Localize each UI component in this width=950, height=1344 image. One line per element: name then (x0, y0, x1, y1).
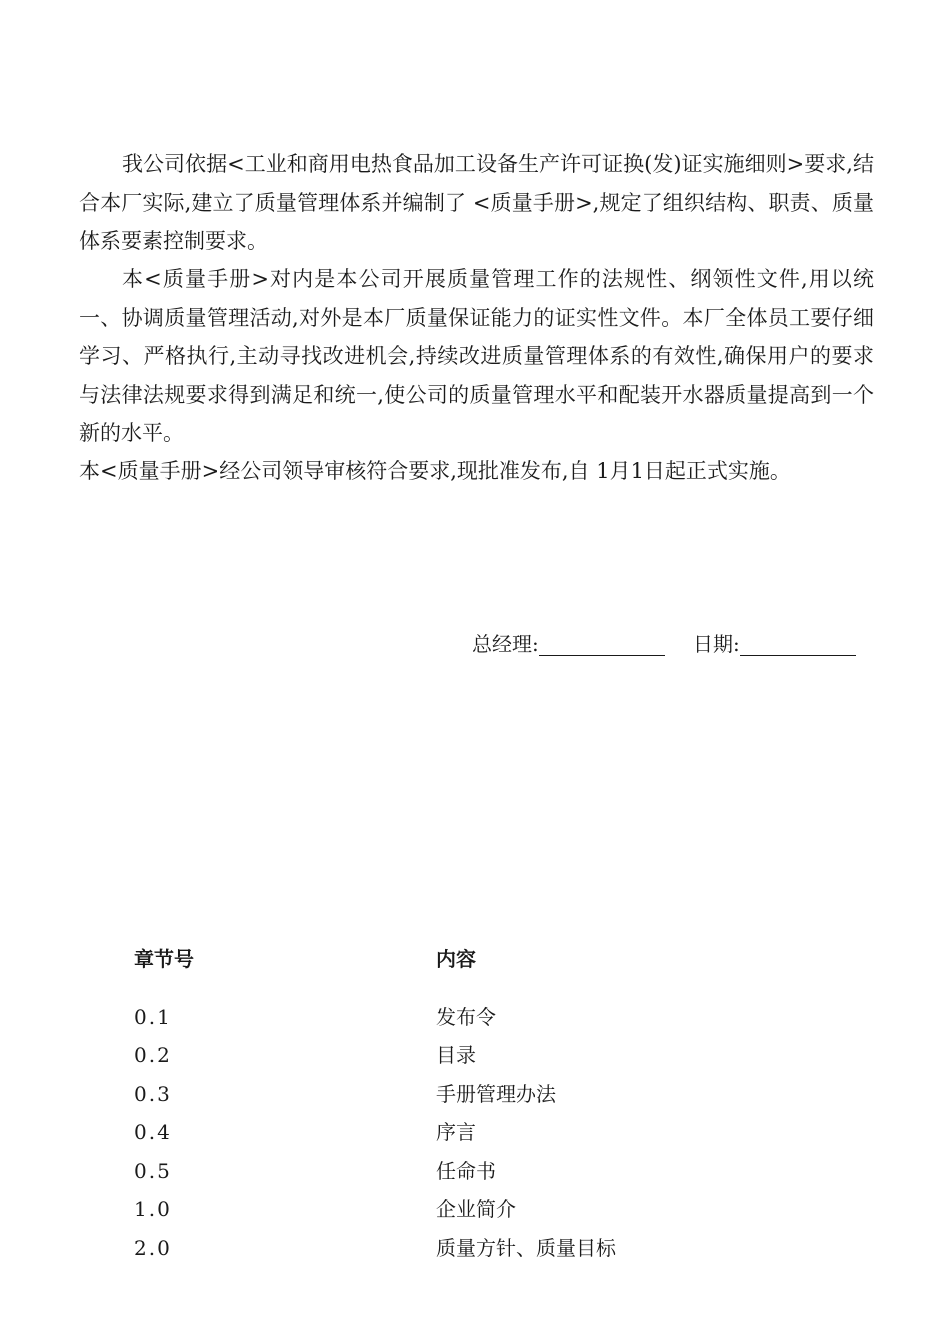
paragraph-approval: 本<质量手册>经公司领导审核符合要求,现批准发布,自 1月1日起正式实施。 (79, 459, 791, 483)
toc-row-content: 手册管理办法 (436, 1081, 556, 1106)
toc-row-number: 0.5 (134, 1158, 172, 1183)
toc-row (134, 1152, 834, 1191)
date-signature-line (740, 631, 856, 656)
toc-header-number: 章节号 (134, 947, 194, 971)
toc-row (134, 998, 834, 1037)
toc-row (134, 1229, 834, 1268)
signature-general-manager (472, 628, 665, 660)
toc-row-content: 序言 (436, 1120, 476, 1144)
toc-row-content: 企业简介 (436, 1197, 516, 1221)
paragraph-intro: 我公司依据<工业和商用电热食品加工设备生产许可证换(发)证实施细则>要求,结合本厂实际,建立了质量管理体系并编制了 <质量手册>,规定了组织结构、职责、质量体系要素控制要求。 (79, 152, 874, 253)
toc-row (134, 1036, 834, 1075)
toc-row (134, 1113, 834, 1152)
toc-row-number: 1.0 (134, 1197, 172, 1221)
toc-row-number: 0.1 (134, 1004, 172, 1029)
toc-row-content: 目录 (436, 1043, 476, 1067)
toc-row-number: 0.3 (134, 1081, 172, 1106)
general-manager-label: 总经理: (472, 632, 539, 656)
toc-header-content: 内容 (436, 947, 476, 971)
table-of-contents (134, 940, 834, 1267)
toc-row-content: 发布令 (436, 1004, 496, 1029)
paragraph-purpose: 本<质量手册>对内是本公司开展质量管理工作的法规性、纲领性文件,用以统一、协调质量管理活动,对外是本厂质量保证能力的证实性文件。本厂全体员工要仔细学习、严格执行,主动寻找改进机会,持续改进质量管理体系的有效性,确保用户的要求与法律法规要求得到满足和统一,使公司的质量管理水平和配装开水器质量提高到一个新的水平。 (79, 267, 874, 445)
signature-date (693, 628, 856, 660)
toc-row-number: 0.4 (134, 1120, 172, 1144)
toc-row (134, 1075, 834, 1114)
toc-row-content: 质量方针、质量目标 (436, 1235, 616, 1260)
date-label: 日期: (693, 632, 740, 656)
toc-header (134, 940, 834, 979)
general-manager-signature-line (539, 631, 665, 656)
toc-row-number: 2.0 (134, 1235, 172, 1260)
toc-row-number: 0.2 (134, 1043, 172, 1067)
toc-row-content: 任命书 (436, 1158, 496, 1183)
toc-row (134, 1190, 834, 1229)
